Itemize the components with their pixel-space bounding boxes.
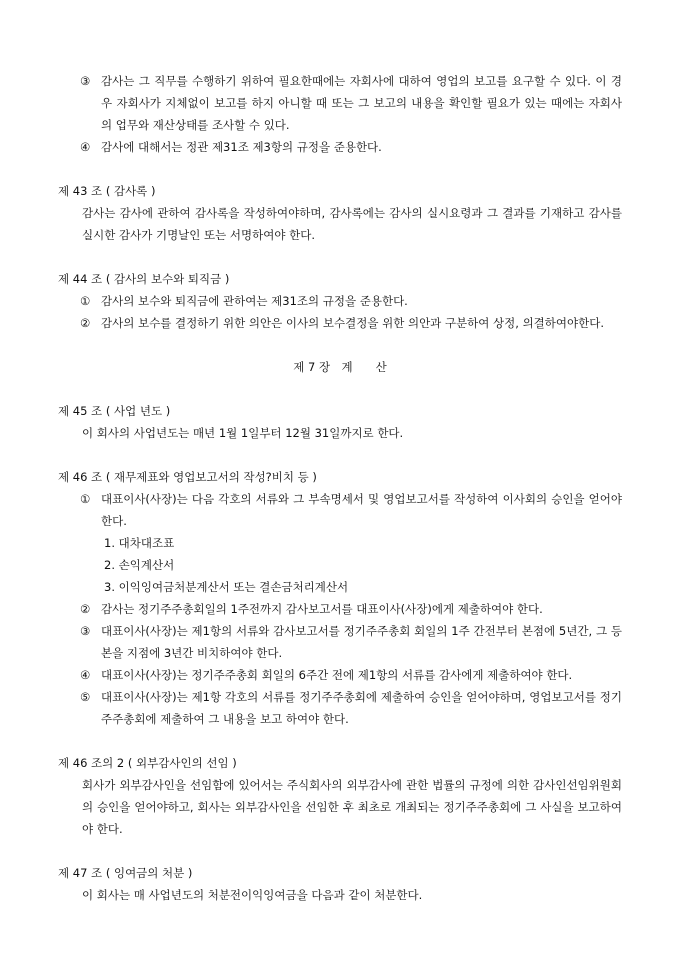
- clause-marker: ③: [80, 624, 91, 638]
- article-42-clause-3: [58, 70, 622, 136]
- document-list-item: 3. 이익잉여금처분계산서 또는 결손금처리계산서: [104, 580, 349, 594]
- clause-text: 감사에 대해서는 정관 제31조 제3항의 규정을 준용한다.: [101, 140, 382, 154]
- clause-text: 대표이사(사장)는 제1항의 서류와 감사보고서를 정기주주총회 회일의 1주 간전부터 본점에 5년간, 그 등본을 지점에 3년간 비치하여야 한다.: [101, 624, 622, 660]
- article-42-clause-4: [58, 136, 622, 158]
- clause-text: 감사는 정기주주총회일의 1주전까지 감사보고서를 대표이사(사장)에게 제출하여야 한다.: [101, 602, 543, 616]
- article-46-clause-1: [58, 488, 622, 532]
- article-46-clause-2: [58, 598, 622, 620]
- article-46-clause-3: [58, 620, 622, 664]
- clause-text: 대표이사(사장)는 제1항 각호의 서류를 정기주주총회에 제출하여 승인을 얻어야하며, 영업보고서를 정기주주총회에 제출하여 그 내용을 보고 하여야 한다.: [101, 690, 622, 726]
- chapter-7-title: 제 7 장 계 산: [293, 360, 387, 374]
- article-46-2-heading: 제 46 조의 2 ( 외부감사인의 선임 ): [58, 756, 237, 770]
- clause-marker: ②: [80, 316, 91, 330]
- clause-text: 대표이사(사장)는 정기주주총회 회일의 6주간 전에 제1항의 서류를 감사에게 제출하여야 한다.: [101, 668, 573, 682]
- clause-marker: ②: [80, 602, 91, 616]
- clause-marker: ①: [80, 492, 91, 506]
- article-46-heading: 제 46 조 ( 재무제표와 영업보고서의 작성?비치 등 ): [58, 470, 317, 484]
- article-44-clause-1: [58, 290, 622, 312]
- article-47-body: 이 회사는 매 사업년도의 처분전이익잉여금을 다음과 같이 처분한다.: [82, 888, 423, 902]
- clause-text: 감사는 그 직무를 수행하기 위하여 필요한때에는 자회사에 대하여 영업의 보고를 요구할 수 있다. 이 경우 자회사가 지체없이 보고를 하지 아니할 때 또는 그 보고의 내용을 확인할 필요가 있는 때에는 자회사의 업무와 재산상태를 조사할 수 있다.: [101, 74, 622, 132]
- clause-marker: ⑤: [80, 690, 91, 704]
- document-list-item: 1. 대차대조표: [104, 536, 175, 550]
- article-44-clause-2: [58, 312, 622, 334]
- article-45-body: 이 회사의 사업년도는 매년 1월 1일부터 12월 31일까지로 한다.: [82, 426, 404, 440]
- article-46-clause-5: [58, 686, 622, 730]
- article-43-body: 감사는 감사에 관하여 감사록을 작성하여야하며, 감사록에는 감사의 실시요령과 그 결과를 기재하고 감사를 실시한 감사가 기명날인 또는 서명하여야 한다.: [82, 206, 622, 242]
- article-45-heading: 제 45 조 ( 사업 년도 ): [58, 404, 171, 418]
- article-44-heading: 제 44 조 ( 감사의 보수와 퇴직금 ): [58, 272, 230, 286]
- article-47-heading: 제 47 조 ( 잉여금의 처분 ): [58, 866, 193, 880]
- clause-text: 감사의 보수와 퇴직금에 관하여는 제31조의 규정을 준용한다.: [101, 294, 408, 308]
- article-43-heading: 제 43 조 ( 감사록 ): [58, 184, 156, 198]
- clause-marker: ④: [80, 140, 91, 154]
- clause-text: 대표이사(사장)는 다음 각호의 서류와 그 부속명세서 및 영업보고서를 작성하여 이사회의 승인을 얻어야 한다.: [101, 492, 622, 528]
- document-list-item: 2. 손익계산서: [104, 558, 175, 572]
- clause-marker: ③: [80, 74, 91, 88]
- article-46-2-body: 회사가 외부감사인을 선임함에 있어서는 주식회사의 외부감사에 관한 법률의 규정에 의한 감사인선임위원회의 승인을 얻어야하고, 회사는 외부감사인을 선임한 후 최초로 개최되는 정기주주총회에 그 사실을 보고하여야 한다.: [82, 778, 622, 836]
- clause-marker: ①: [80, 294, 91, 308]
- article-46-clause-4: [58, 664, 622, 686]
- clause-marker: ④: [80, 668, 91, 682]
- clause-text: 감사의 보수를 결정하기 위한 의안은 이사의 보수결정을 위한 의안과 구분하여 상정, 의결하여야한다.: [101, 316, 604, 330]
